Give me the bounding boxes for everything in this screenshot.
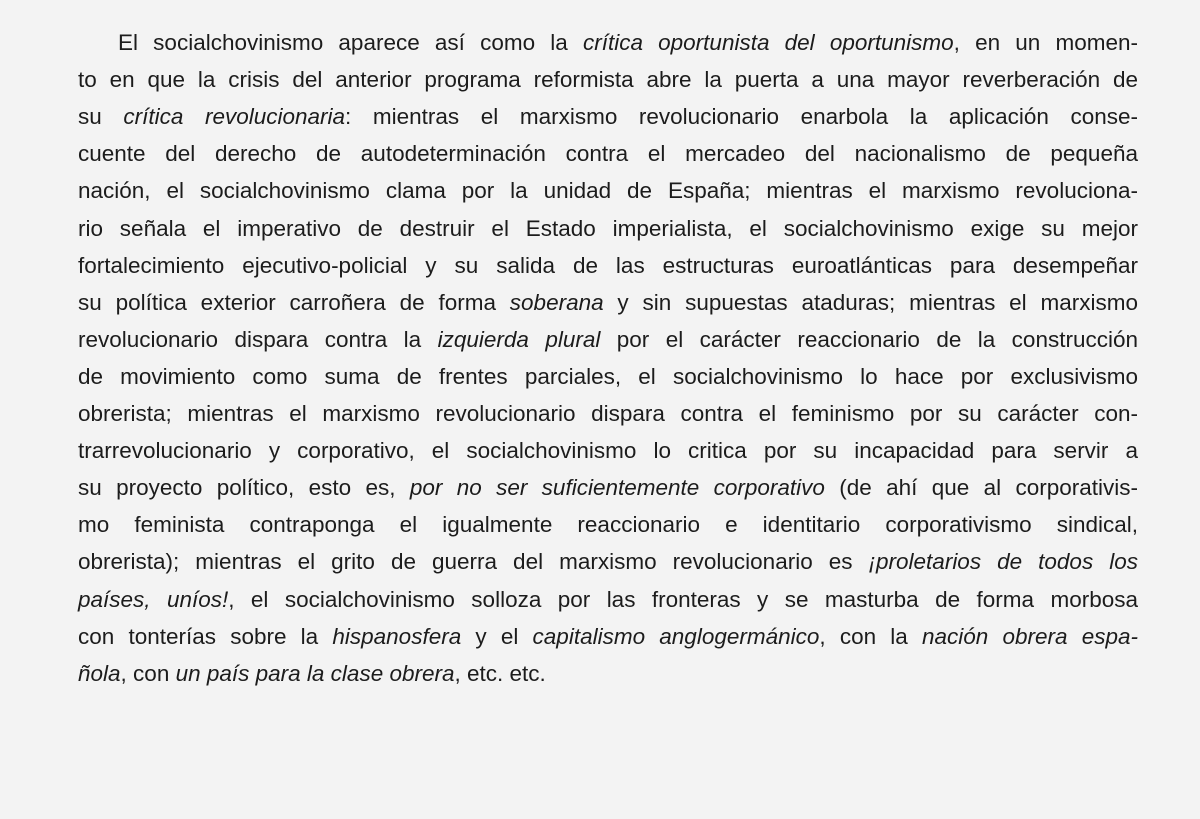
text-segment: , en un momen- — [953, 30, 1138, 55]
text-segment: revolucionario dispara contra la — [78, 326, 438, 352]
text-segment: , el socialchovinismo solloza por las fronteras y se masturba de forma morbosa — [228, 586, 1138, 612]
text-segment: su política exterior carroñera de forma — [78, 289, 510, 315]
text-line — [78, 395, 1138, 432]
text-line — [78, 581, 1138, 618]
text-line — [78, 61, 1138, 98]
text-line — [78, 98, 1138, 135]
italic-text: por no ser suficientemente corporativo — [409, 475, 825, 501]
text-segment: con tonterías sobre la — [78, 623, 333, 649]
text-segment: obrerista; mientras el marxismo revolucionario dispara contra el feminismo por su carácter con- — [78, 401, 1138, 426]
text-segment: su — [78, 104, 124, 130]
italic-text: capitalismo anglogermánico — [532, 623, 820, 649]
italic-text: ¡proletarios de todos los — [868, 549, 1138, 575]
text-segment: , etc. etc. — [454, 660, 546, 686]
text-segment: , con la — [819, 623, 922, 649]
text-line — [78, 432, 1138, 469]
text-segment: fortalecimiento ejecutivo-policial y su salida de las estructuras euroatlánticas para desempeñar — [78, 252, 1138, 278]
text-line — [78, 247, 1138, 284]
text-line — [78, 358, 1138, 395]
text-segment: trarrevolucionario y corporativo, el socialchovinismo lo critica por su incapacidad para servir a — [78, 438, 1138, 464]
text-segment: nación, el socialchovinismo clama por la unidad de España; mientras el marxismo revoluciona- — [78, 178, 1138, 204]
italic-text: un país para la clase obrera — [175, 660, 455, 686]
text-line — [118, 24, 1138, 61]
italic-text: países, uníos! — [78, 586, 229, 612]
text-segment: , con — [120, 660, 176, 686]
text-line — [78, 506, 1138, 543]
text-line — [78, 321, 1138, 358]
text-segment: : mientras el marxismo revolucionario enarbola la aplicación conse- — [345, 104, 1139, 130]
italic-text: izquierda plural — [437, 326, 601, 352]
text-segment: de movimiento como suma de frentes parciales, el socialchovinismo lo hace por exclusivismo — [78, 363, 1138, 389]
text-segment: por el carácter reaccionario de la construcción — [600, 326, 1138, 352]
italic-text: crítica revolucionaria — [123, 104, 346, 130]
text-segment: cuente del derecho de autodeterminación contra el mercadeo del nacionalismo de pequeña — [78, 141, 1138, 167]
text-line — [78, 618, 1138, 655]
text-line — [78, 543, 1138, 580]
text-segment: (de ahí que al corporativis- — [824, 475, 1139, 501]
text-segment: to en que la crisis del anterior programa reformista abre la puerta a una mayor reverberación de — [78, 67, 1138, 93]
text-segment: mo feminista contraponga el igualmente reaccionario e identitario corporativismo sindical, — [78, 512, 1138, 538]
text-line — [78, 469, 1138, 506]
text-line — [78, 210, 1138, 247]
italic-text: nación obrera espa- — [922, 623, 1138, 649]
italic-text: ñola — [78, 660, 121, 686]
text-line — [78, 655, 1138, 692]
text-segment: obrerista); mientras el grito de guerra del marxismo revolucionario es — [78, 549, 869, 575]
text-segment: su proyecto político, esto es, — [78, 475, 410, 501]
italic-text: hispanosfera — [332, 623, 462, 649]
text-line — [78, 284, 1138, 321]
text-segment: y el — [461, 623, 533, 649]
text-line — [78, 135, 1138, 172]
text-segment: y sin supuestas ataduras; mientras el marxismo — [603, 289, 1138, 315]
italic-text: soberana — [509, 289, 604, 315]
text-line — [78, 172, 1138, 209]
text-segment: rio señala el imperativo de destruir el Estado imperialista, el socialchovinismo exige su mejor — [78, 215, 1138, 241]
italic-text: crítica oportunista del oportunismo — [582, 30, 954, 55]
text-segment: El socialchovinismo aparece así como la — [118, 30, 583, 55]
